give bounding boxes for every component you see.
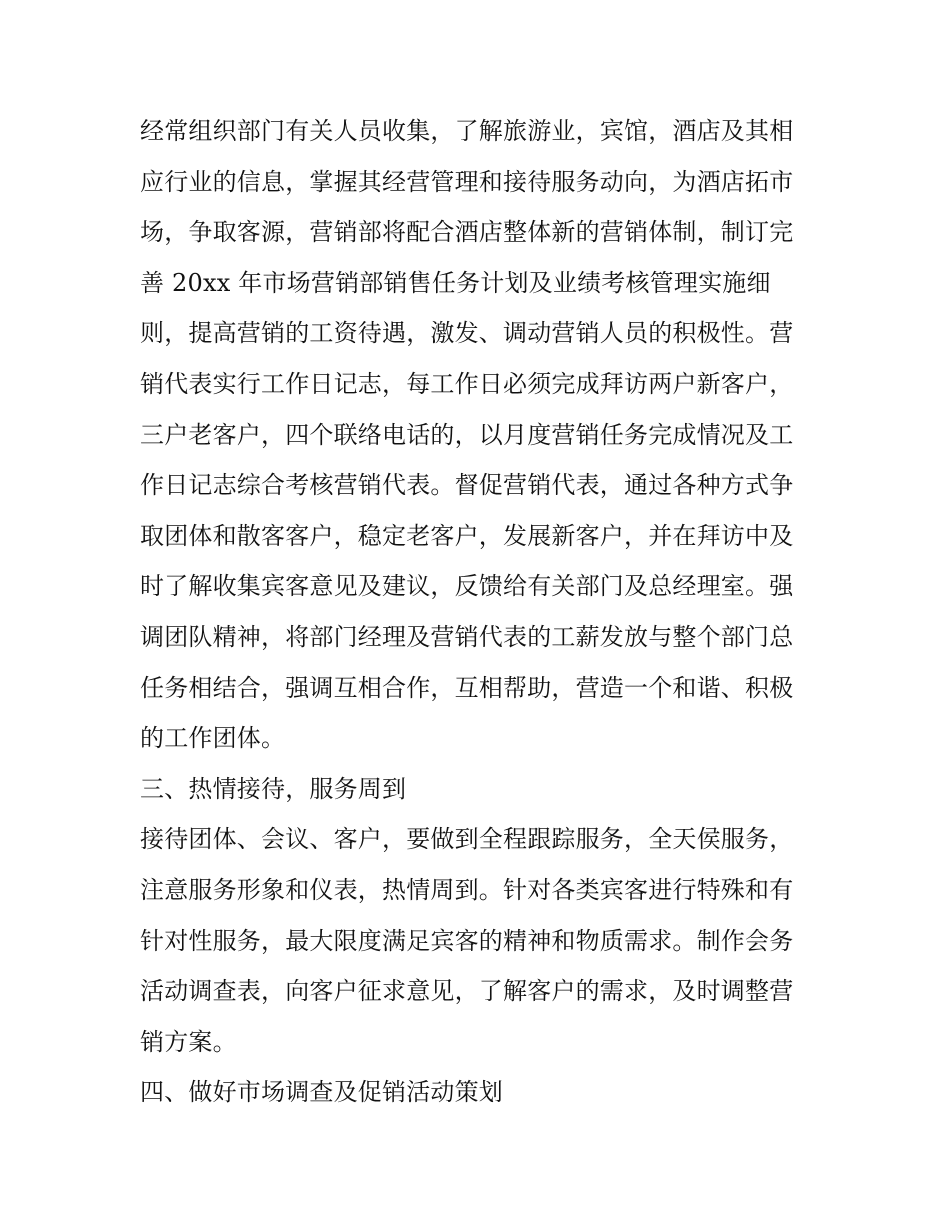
paragraph-line: 经常组织部门有关人员收集，了解旅游业，宾馆，酒店及其相	[140, 117, 794, 145]
section-heading: 四、做好市场调查及促销活动策划	[140, 1078, 503, 1107]
paragraph-line: 销方案。	[140, 1027, 237, 1056]
section-heading: 三、热情接待，服务周到	[140, 774, 407, 803]
paragraph-line: 接待团体、会议、客户，要做到全程跟踪服务，全天侯服务，	[140, 825, 794, 854]
document-body	[140, 106, 812, 1118]
paragraph-line: 调团队精神，将部门经理及营销代表的工薪发放与整个部门总	[140, 622, 794, 651]
paragraph-line: 场，争取客源，营销部将配合酒店整体新的营销体制，制订完	[140, 218, 794, 247]
paragraph-line: 任务相结合，强调互相合作，互相帮助，营造一个和谐、积极	[140, 673, 794, 702]
paragraph-line: 作日记志综合考核营销代表。督促营销代表，通过各种方式争	[140, 471, 794, 500]
paragraph-line: 销代表实行工作日记志，每工作日必须完成拜访两户新客户，	[140, 369, 794, 398]
paragraph-line: 三户老客户，四个联络电话的，以月度营销任务完成情况及工	[140, 420, 794, 449]
paragraph-line: 注意服务形象和仪表，热情周到。针对各类宾客进行特殊和有	[140, 875, 794, 904]
paragraph-line: 活动调查表，向客户征求意见，了解客户的需求，及时调整营	[140, 977, 794, 1006]
paragraph-line: 善 20xx 年市场营销部销售任务计划及业绩考核管理实施细	[140, 268, 771, 297]
paragraph-line: 针对性服务，最大限度满足宾客的精神和物质需求。制作会务	[140, 926, 794, 955]
paragraph-line: 的工作团体。	[140, 724, 286, 753]
paragraph-line: 时了解收集宾客意见及建议，反馈给有关部门及总经理室。强	[140, 572, 794, 601]
paragraph-line: 则，提高营销的工资待遇，激发、调动营销人员的积极性。营	[140, 319, 794, 348]
paragraph-line: 取团体和散客客户，稳定老客户，发展新客户，并在拜访中及	[140, 521, 794, 550]
paragraph-line: 应行业的信息，掌握其经营管理和接待服务动向，为酒店拓市	[140, 167, 794, 196]
